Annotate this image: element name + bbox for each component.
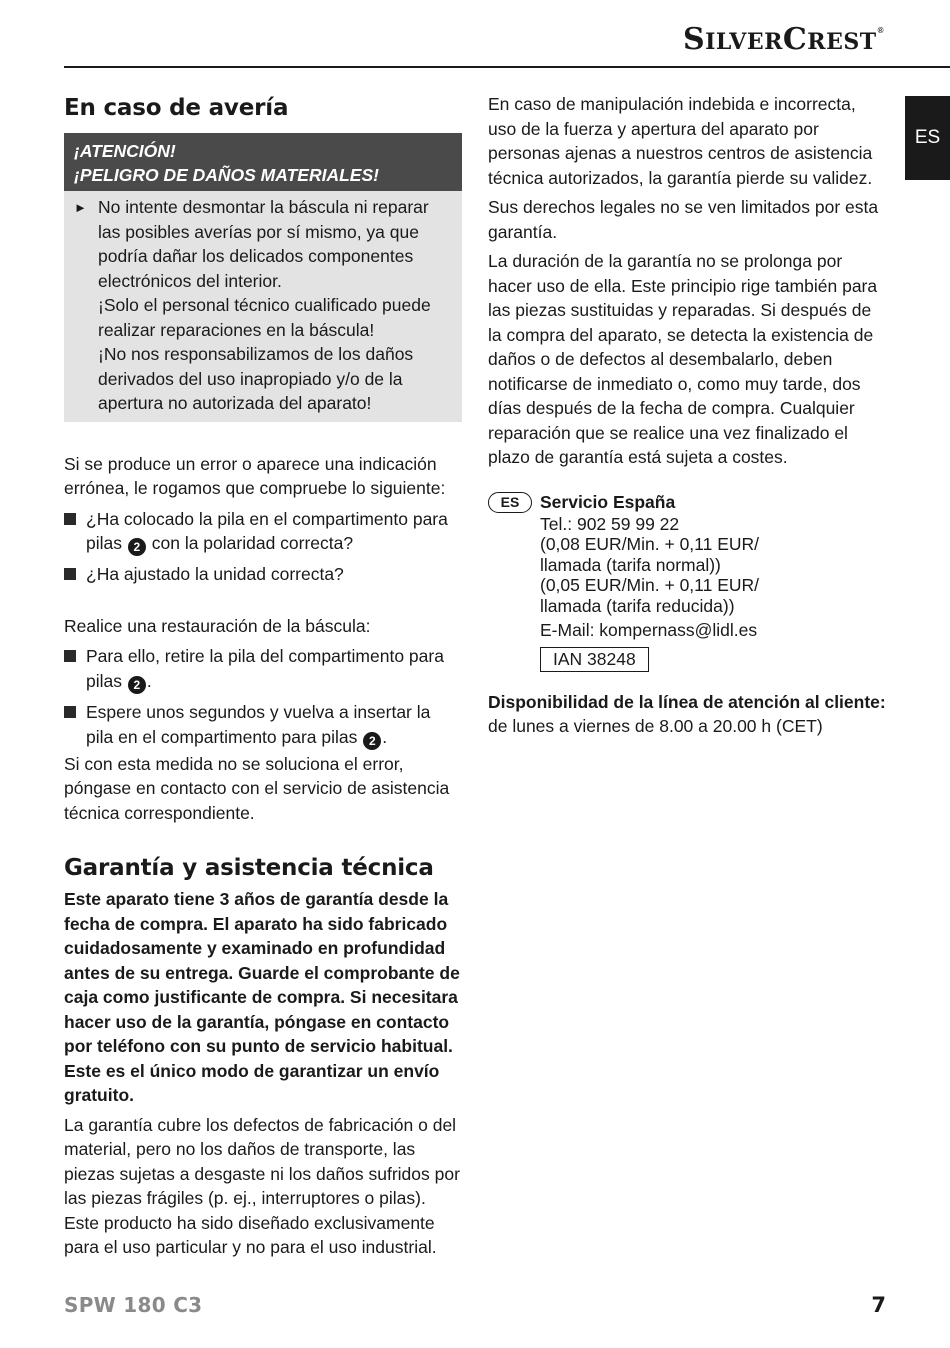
warning-line: No intente desmontar la báscula ni reparar bbox=[98, 197, 429, 217]
warranty-covers-text: La garantía cubre los defectos de fabricación o del material, pero no los daños de transporte, las piezas sujetas a desgaste ni los daños sufridos por las piezas frágiles (p. ej., interruptores o pilas). Este producto ha sido diseñado exclusivamente para el uso particular y no para el uso industrial. bbox=[64, 1114, 460, 1258]
list-item: Espere unos segundos y vuelva a insertar la pila en el compartimento para pilas 2 . bbox=[64, 700, 462, 750]
ian-box: IAN 38248 bbox=[540, 647, 649, 672]
warning-header bbox=[64, 133, 462, 191]
service-block bbox=[488, 490, 888, 672]
square-bullet-icon bbox=[64, 706, 76, 718]
paragraph: En caso de manipulación indebida e incorrecta, uso de la fuerza y apertura del aparato por personas ajenas a nuestros centros de asistencia técnica autorizados, la garantía pierde su validez. bbox=[488, 94, 873, 188]
list-item: ¿Ha ajustado la unidad correcta? bbox=[64, 562, 462, 587]
header-rule bbox=[64, 66, 950, 68]
check-list bbox=[64, 507, 462, 587]
list-item: ¿Ha colocado la pila en el compartimento para pilas 2 con la polaridad correcta? bbox=[64, 507, 462, 557]
reset-intro: Realice una restauración de la báscula: bbox=[64, 615, 371, 636]
warning-line: apertura no autorizada del aparato! bbox=[98, 393, 372, 413]
number-2-icon: 2 bbox=[128, 676, 146, 694]
warning-line: las posibles averías por sí mismo, ya que bbox=[98, 221, 419, 242]
warning-line: realizar reparaciones en la báscula! bbox=[98, 319, 375, 340]
right-column bbox=[488, 92, 888, 739]
left-column bbox=[64, 92, 462, 1260]
number-2-icon: 2 bbox=[128, 538, 146, 556]
service-line: (0,08 EUR/Min. + 0,11 EUR/ bbox=[540, 534, 759, 554]
warning-line: derivados del uso inapropiado y/o de la bbox=[98, 368, 403, 389]
heading-malfunction: En caso de avería bbox=[64, 95, 289, 121]
country-badge: ES bbox=[488, 492, 532, 513]
service-details bbox=[540, 490, 759, 672]
service-line: llamada (tarifa normal)) bbox=[540, 554, 721, 575]
service-title: Servicio España bbox=[540, 491, 676, 512]
arrow-icon: ► bbox=[74, 200, 87, 215]
warning-line: podría dañar los delicados componentes bbox=[98, 246, 414, 266]
reset-list bbox=[64, 644, 462, 750]
paragraph: Sus derechos legales no se ven limitados por esta garantía. bbox=[488, 197, 879, 242]
warning-text bbox=[98, 195, 431, 416]
silvercrest-logo: SILVERCREST® bbox=[682, 22, 884, 57]
square-bullet-icon bbox=[64, 513, 76, 525]
service-line: (0,05 EUR/Min. + 0,11 EUR/ bbox=[540, 575, 759, 595]
model-number: SPW 180 C3 bbox=[64, 1293, 203, 1317]
warning-subtitle: ¡PELIGRO DE DAÑOS MATERIALES! bbox=[74, 165, 379, 185]
warning-body bbox=[64, 191, 462, 422]
square-bullet-icon bbox=[64, 650, 76, 662]
heading-warranty: Garantía y asistencia técnica bbox=[64, 855, 434, 882]
list-item: Para ello, retire la pila del compartimento para pilas 2 . bbox=[64, 644, 462, 694]
service-line: llamada (tarifa reducida)) bbox=[540, 595, 735, 616]
square-bullet-icon bbox=[64, 568, 76, 580]
warranty-bold-text: Este aparato tiene 3 años de garantía desde la fecha de compra. El aparato ha sido fabricado cuidadosamente y examinado en profundidad antes de su entrega. Guarde el comprobante de caja como justificante de compra. Si necesitara hacer uso de la garantía, póngase en contacto por teléfono con su punto de servicio habitual. Este es el único modo de garantizar un envío gratuito. bbox=[64, 889, 460, 1106]
availability-hours: de lunes a viernes de 8.00 a 20.00 h (CET) bbox=[488, 716, 823, 736]
warning-line: ¡Solo el personal técnico cualificado puede bbox=[98, 295, 431, 315]
paragraph: La duración de la garantía no se prolonga por hacer uso de ella. Este principio rige también para las piezas sustituidas y reparadas. Si después de la compra del aparato, se detecta la existencia de daños o de defectos al desembalarlo, deben notificarse de inmediato o, como muy tarde, dos días después de la fecha de compra. Cualquier reparación que se realice una vez finalizado el plazo de garantía está sujeta a costes. bbox=[488, 251, 878, 467]
availability-title: Disponibilidad de la línea de atención al cliente: bbox=[488, 691, 886, 712]
number-2-icon: 2 bbox=[363, 732, 381, 750]
page-number: 7 bbox=[871, 1293, 886, 1317]
warning-title: ¡ATENCIÓN! bbox=[74, 141, 176, 161]
warning-line: ¡No nos responsabilizamos de los daños bbox=[98, 344, 414, 364]
service-email: E-Mail: kompernass@lidl.es bbox=[540, 620, 758, 640]
warning-line: electrónicos del interior. bbox=[98, 270, 282, 291]
no-solution-text: Si con esta medida no se soluciona el error, póngase en contacto con el servicio de asistencia técnica correspondiente. bbox=[64, 753, 450, 823]
language-tab: ES bbox=[905, 96, 950, 180]
error-intro: Si se produce un error o aparece una indicación errónea, le rogamos que compruebe lo siguiente: bbox=[64, 453, 446, 498]
service-line: Tel.: 902 59 99 22 bbox=[540, 513, 680, 534]
